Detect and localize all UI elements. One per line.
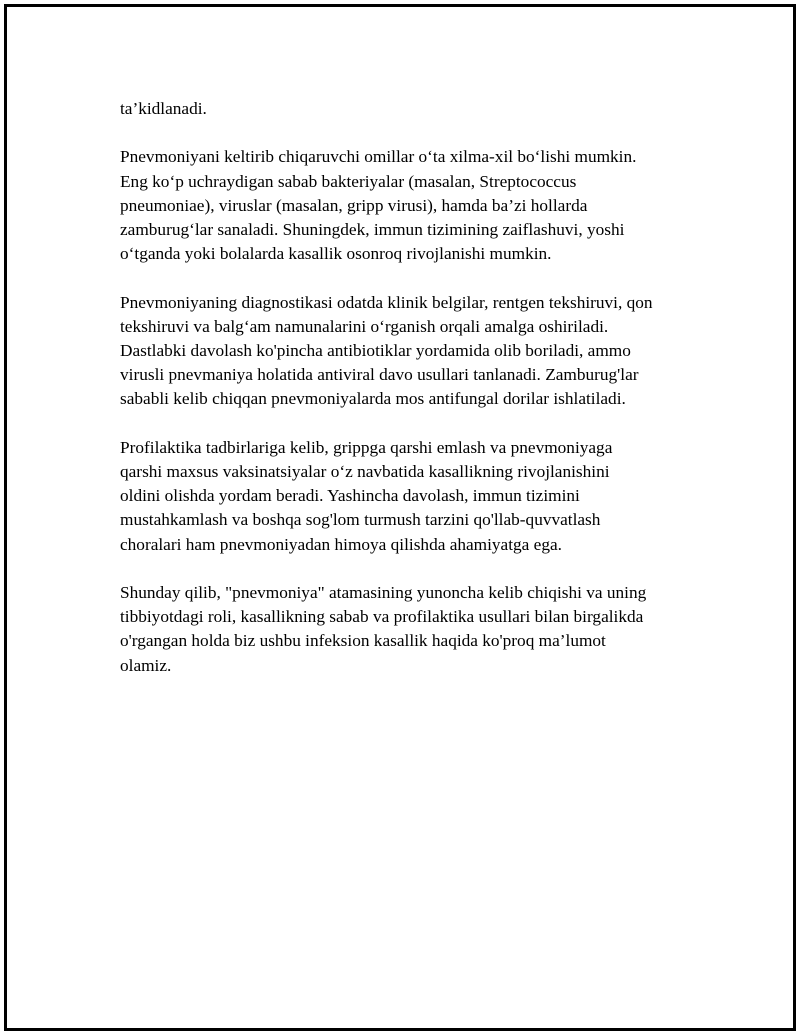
paragraph-prevention: Profilaktika tadbirlariga kelib, grippga qarshi emlash va pnevmoniyaga qarshi maxsus vaksinatsiyalar o‘z navbatida kasallikning rivojlanishini oldini olishda yordam beradi. Yashincha davolash, immun tizimini mustahkamlash va boshqa sog'lom turmush tarzini qo'llab-quvvatlash choralari ham pnevmoniyadan himoya qilishda ahamiyatga ega. (120, 437, 613, 554)
paragraph-continuation: ta’kidlanadi. (120, 99, 207, 118)
paragraph-diagnosis: Pnevmoniyaning diagnostikasi odatda klinik belgilar, rentgen tekshiruvi, qon tekshiruvi va balg‘am namunalarini o‘rganish orqali amalga oshiriladi. Dastlabki davolash ko'pincha antibiotiklar yordamida olib boriladi, ammo virusli pnevmaniya holatida antiviral davo usullari tanlanadi. Zamburug'lar sababli kelib chiqqan pnevmoniyalarda mos antifungal dorilar ishlatiladi. (120, 292, 653, 409)
paragraph-conclusion: Shunday qilib, "pnevmoniya" atamasining yunoncha kelib chiqishi va uning tibbiyotdagi roli, kasallikning sabab va profilaktika usullari bilan birgalikda o'rgangan holda biz ushbu infeksion kasallik haqida ko'proq ma’lumot olamiz. (120, 583, 647, 675)
document-body (120, 97, 710, 702)
page-frame (4, 4, 796, 1031)
paragraph-causes: Pnevmoniyani keltirib chiqaruvchi omillar o‘ta xilma-xil bo‘lishi mumkin. Eng ko‘p uchraydigan sabab bakteriyalar (masalan, Streptococcus pneumoniae), viruslar (masalan, gripp virusi), hamda ba’zi hollarda zamburug‘lar sanaladi. Shuningdek, immun tizimining zaiflashuvi, yoshi o‘tganda yoki bolalarda kasallik osonroq rivojlanishi mumkin. (120, 147, 637, 264)
